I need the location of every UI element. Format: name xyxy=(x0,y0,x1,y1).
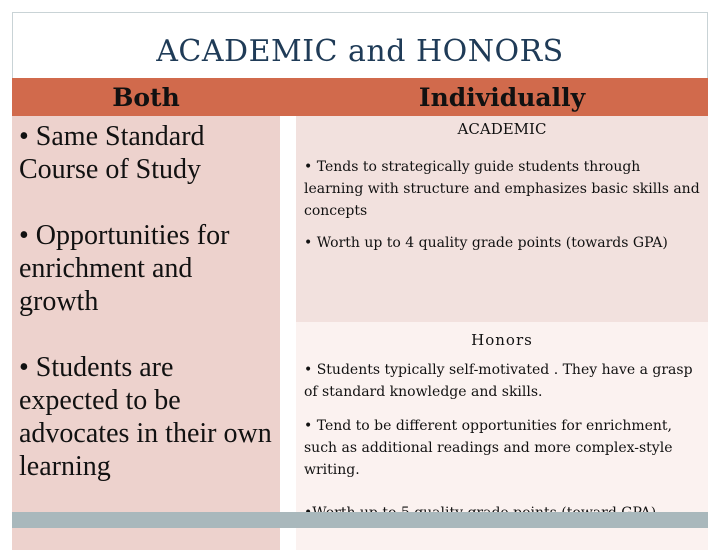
academic-heading: ACADEMIC xyxy=(457,120,547,138)
honors-item-self-motivated: • Students typically self-motivated . They have a grasp of standard knowledge and skills. xyxy=(304,362,693,400)
table-body-row xyxy=(12,116,708,550)
bottom-bar xyxy=(12,512,708,528)
comparison-table xyxy=(12,78,708,550)
header-both: Both xyxy=(12,78,280,116)
honors-heading: Honors xyxy=(471,331,533,349)
both-column xyxy=(12,116,280,550)
both-item-advocates: • Students are expected to be advocates in their own learning xyxy=(19,352,272,482)
header-individually: Individually xyxy=(296,78,708,116)
honors-item-enrichment: • Tend to be different opportunities for enrichment, such as additional readings and more complex-style writing. xyxy=(304,418,673,478)
column-gap xyxy=(280,116,296,550)
academic-item-guide: • Tends to strategically guide students through learning with structure and emphasizes basic skills and concepts xyxy=(304,159,700,219)
academic-item-grade-points: • Worth up to 4 quality grade points (towards GPA) xyxy=(304,235,668,251)
header-gap xyxy=(280,78,296,116)
both-item-enrichment: • Opportunities for enrichment and growth xyxy=(19,220,230,317)
academic-panel xyxy=(296,116,708,322)
both-item-course-of-study: • Same Standard Course of Study xyxy=(19,121,205,185)
individually-column xyxy=(296,116,708,550)
table-header-row xyxy=(12,78,708,116)
both-list xyxy=(12,116,280,550)
slide-title: ACADEMIC and HONORS xyxy=(156,34,564,69)
